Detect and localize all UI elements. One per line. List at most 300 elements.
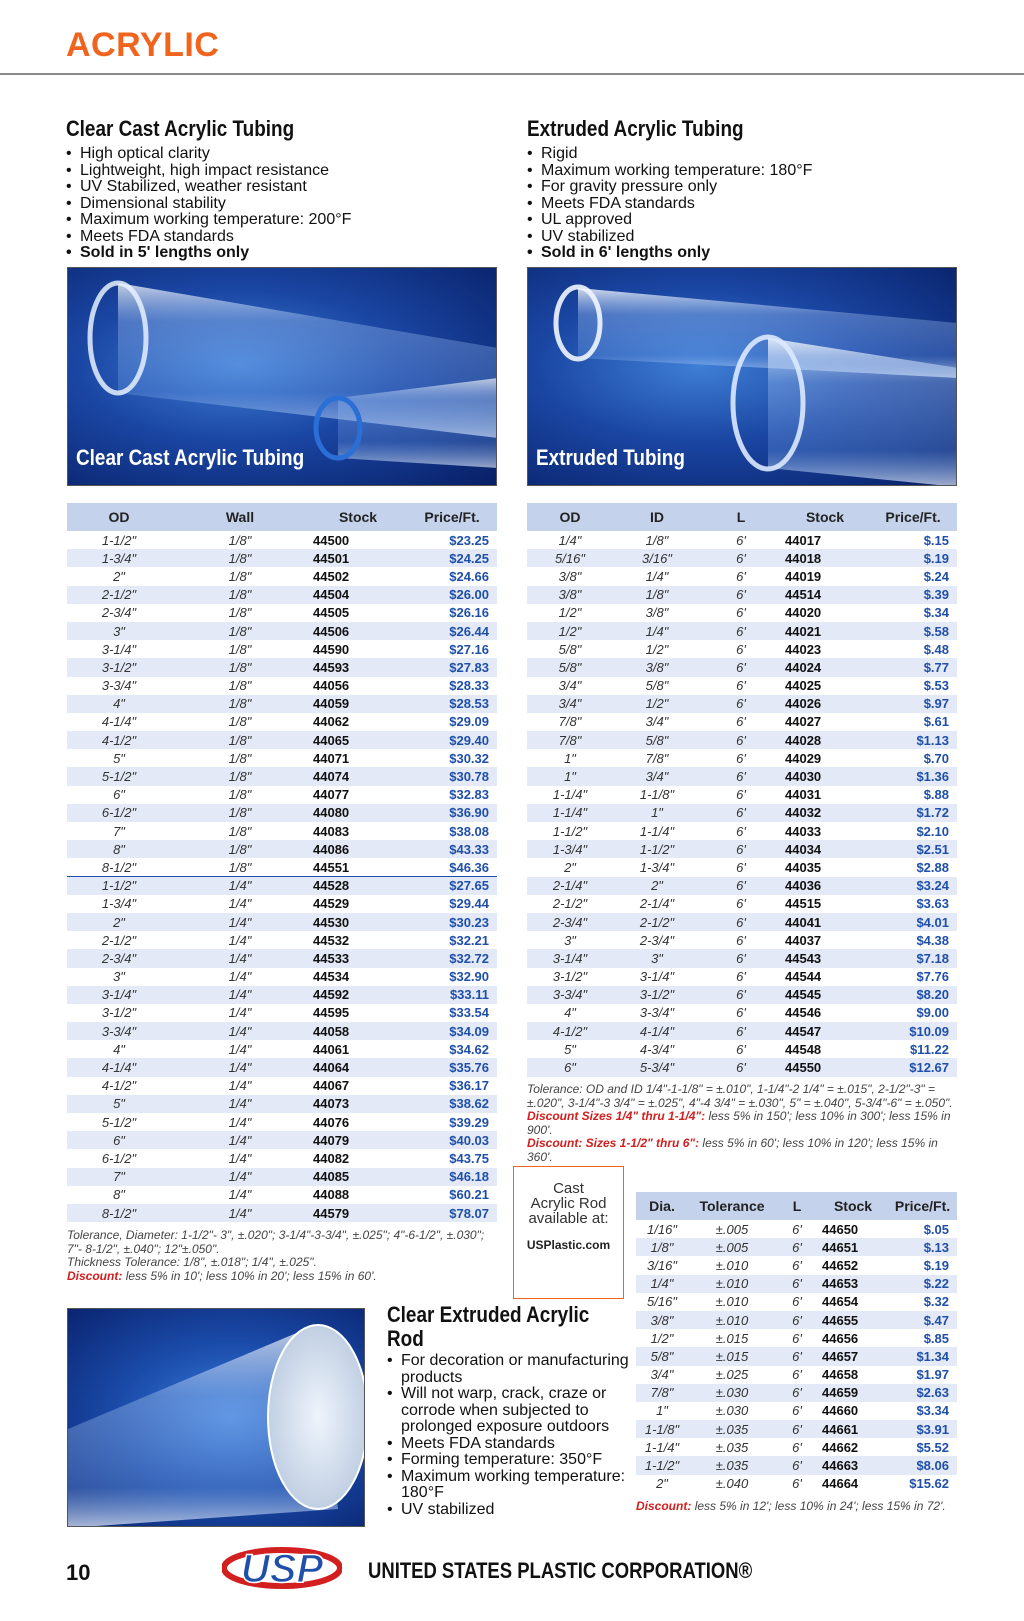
cell-stock: 44064 [309, 1058, 407, 1076]
table-row [527, 731, 957, 749]
cell-stock: 44506 [309, 622, 407, 640]
cell-wall: 1/8" [228, 823, 252, 839]
cell-id: 4-3/4" [639, 1041, 675, 1057]
extruded-tubing-title: Extruded Acrylic Tubing [527, 116, 744, 141]
cell-od: 2" [564, 859, 576, 875]
feature-item: • UV stabilized [527, 229, 812, 246]
cell-price: $30.23 [407, 913, 497, 931]
table-row [527, 840, 957, 858]
cell-length: 6' [701, 949, 781, 967]
cell-od: 3-1/4" [67, 986, 171, 1004]
cell-wall: 1/8" [228, 641, 252, 657]
table-row [636, 1275, 957, 1293]
table-row [67, 731, 497, 749]
table-row [527, 640, 957, 658]
cell-stock: 44028 [781, 731, 869, 749]
cell-length: 6' [736, 823, 746, 839]
cell-wall: 1/4" [228, 1114, 252, 1130]
table-row [67, 968, 497, 986]
cell-od: 3/4" [527, 695, 613, 713]
cell-od: 4-1/2" [101, 1078, 137, 1094]
cell-diameter: 3/4" [650, 1367, 674, 1383]
cell-length: 6' [736, 605, 746, 621]
rod-title-line-2: Rod [387, 1326, 424, 1351]
table-row [67, 1113, 497, 1131]
cell-od: 8-1/2" [67, 1204, 171, 1222]
cell-price: $3.91 [888, 1420, 957, 1438]
acrylic-rod-photo [67, 1308, 365, 1527]
table-row [67, 549, 497, 567]
cell-tolerance: ±.025 [715, 1367, 749, 1383]
table-row [67, 749, 497, 767]
promo-site-link[interactable]: USPlastic.com [526, 1238, 611, 1252]
cell-price: $.85 [923, 1330, 949, 1346]
cell-price: $3.34 [916, 1403, 949, 1419]
cell-stock: 44024 [781, 658, 869, 676]
cell-id: 1-1/4" [639, 823, 675, 839]
cell-price: $38.08 [449, 823, 489, 839]
cell-stock: 44590 [313, 641, 350, 657]
feature-item: • UV Stabilized, weather resistant [66, 179, 351, 196]
cell-od: 4-1/2" [527, 1022, 613, 1040]
cell-od: 2-1/4" [527, 877, 613, 895]
cell-od: 5" [113, 750, 125, 766]
cell-stock: 44505 [313, 605, 350, 621]
cell-wall: 1/8" [228, 750, 252, 766]
table-row [67, 1131, 497, 1149]
cell-length: 6' [701, 840, 781, 858]
usp-logo [222, 1540, 342, 1601]
cell-price: $36.90 [407, 804, 497, 822]
cell-stock: 44534 [313, 969, 350, 985]
cell-od: 3-1/4" [527, 949, 613, 967]
cell-stock: 44502 [313, 568, 350, 584]
cell-od: 1-3/4" [67, 549, 171, 567]
cell-tolerance: ±.010 [688, 1275, 776, 1293]
cell-length: 6' [736, 1005, 746, 1021]
cell-price: $23.25 [449, 532, 489, 548]
cell-length: 6' [701, 1022, 781, 1040]
cell-wall: 1/8" [228, 568, 252, 584]
cell-wall: 1/4" [171, 1204, 309, 1222]
cell-price: $1.72 [869, 804, 957, 822]
table-row [527, 858, 957, 876]
cell-stock: 44058 [309, 1022, 407, 1040]
cell-tolerance: ±.010 [688, 1311, 776, 1329]
cell-od: 5/8" [527, 658, 613, 676]
cell-id: 7/8" [645, 750, 669, 766]
cell-wall: 1/8" [171, 767, 309, 785]
cell-od: 3-3/4" [67, 1022, 171, 1040]
cell-od: 1-3/4" [101, 896, 137, 912]
rod-title-line-1: Clear Extruded Acrylic [387, 1302, 590, 1327]
cell-stock: 44080 [309, 804, 407, 822]
cell-length: 6' [792, 1439, 802, 1455]
promo-line-2: Acrylic Rod [530, 1195, 607, 1212]
cell-wall: 1/8" [171, 695, 309, 713]
cell-price: $.05 [923, 1221, 949, 1237]
cell-length: 6' [776, 1311, 818, 1329]
cell-wall: 1/4" [228, 1187, 252, 1203]
cell-length: 6' [776, 1238, 818, 1256]
cell-price: $26.00 [407, 586, 497, 604]
cell-price: $4.01 [869, 913, 957, 931]
cell-price: $29.09 [449, 714, 489, 730]
cell-stock: 44654 [822, 1294, 859, 1310]
cell-price: $2.63 [888, 1384, 957, 1402]
cell-wall: 1/4" [228, 1150, 252, 1166]
cell-stock: 44059 [309, 695, 407, 713]
promo-line-1: Cast [553, 1180, 584, 1197]
cell-wall: 1/4" [228, 896, 252, 912]
cell-od: 2-3/4" [101, 605, 137, 621]
cell-od: 1/2" [527, 622, 613, 640]
discount-label: Discount Sizes 1/4" thru 1-1/4": [527, 1109, 706, 1124]
cell-od: 6" [67, 1131, 171, 1149]
cell-stock: 44545 [781, 986, 869, 1004]
table-row [636, 1293, 957, 1311]
discount-text: less 5% in 60'; less 10% in 120'; less 15% in 360'. [527, 1136, 938, 1164]
table-row [67, 877, 497, 895]
cell-length: 6' [736, 859, 746, 875]
table-row [636, 1475, 957, 1493]
cell-stock: 44658 [822, 1367, 859, 1383]
cell-od: 4" [113, 1041, 125, 1057]
cell-length: 6' [776, 1275, 818, 1293]
cell-price: $34.62 [449, 1041, 489, 1057]
cell-id: 4-1/4" [613, 1022, 701, 1040]
rod-price-table [636, 1192, 957, 1493]
table-row [67, 804, 497, 822]
cell-id: 1/8" [645, 532, 669, 548]
cell-length: 6' [736, 714, 746, 730]
cell-id: 2-1/4" [639, 896, 675, 912]
cell-stock: 44056 [313, 678, 350, 694]
cell-tolerance: ±.015 [715, 1330, 749, 1346]
cell-length: 6' [736, 678, 746, 694]
feature-item: • For decoration or manufacturing products [387, 1353, 632, 1386]
cell-wall: 1/8" [171, 586, 309, 604]
cell-id: 1/2" [645, 641, 669, 657]
table-row [67, 1149, 497, 1167]
cell-od: 2-1/2" [552, 896, 588, 912]
cast-tubing-notes [67, 1229, 497, 1283]
extruded-tubing-price-table [527, 503, 957, 1077]
cast-tubing-photo [67, 267, 497, 486]
cell-price: $1.13 [869, 731, 957, 749]
cell-stock: 44032 [781, 804, 869, 822]
feature-item: • Maximum working temperature: 180°F [527, 163, 812, 180]
cell-od: 1-1/2" [67, 877, 171, 895]
cell-price: $.48 [923, 641, 949, 657]
table-row [636, 1420, 957, 1438]
cell-length: 6' [701, 877, 781, 895]
cell-price: $28.33 [449, 678, 489, 694]
cell-od: 5-1/2" [67, 767, 171, 785]
cell-od: 1" [564, 750, 576, 766]
cell-price: $.77 [869, 658, 957, 676]
cell-length: 6' [701, 586, 781, 604]
cell-stock: 44033 [785, 823, 822, 839]
feature-item: • Meets FDA standards [66, 229, 351, 246]
cell-wall: 1/8" [228, 787, 252, 803]
table-row [67, 1186, 497, 1204]
table-row [67, 1058, 497, 1076]
cell-length: 6' [776, 1456, 818, 1474]
cell-wall: 1/8" [228, 605, 252, 621]
table-row [527, 713, 957, 731]
extruded-tubing-notes [527, 1083, 957, 1165]
cell-length: 6' [736, 787, 746, 803]
cell-length: 6' [701, 767, 781, 785]
cell-id: 2-1/2" [613, 913, 701, 931]
cell-tolerance: ±.005 [715, 1221, 749, 1237]
cell-od: 5/16" [527, 549, 613, 567]
cell-tolerance: ±.040 [715, 1476, 749, 1492]
cell-od: 3-1/2" [552, 969, 588, 985]
cell-price: $7.76 [916, 969, 949, 985]
col-header-length: L [776, 1192, 818, 1220]
cell-wall: 1/8" [171, 731, 309, 749]
table-row [636, 1329, 957, 1347]
cell-wall: 1/4" [171, 1058, 309, 1076]
cell-price: $.39 [869, 586, 957, 604]
table-row [636, 1366, 957, 1384]
cell-stock: 44653 [818, 1275, 888, 1293]
col-header-wall: Wall [171, 503, 309, 531]
cell-stock: 44528 [309, 877, 407, 895]
extruded-tubing-features [527, 146, 812, 262]
cell-od: 2-1/2" [101, 932, 137, 948]
discount-label: Discount: [636, 1499, 692, 1513]
cell-price: $2.10 [916, 823, 949, 839]
cell-stock: 44034 [781, 840, 869, 858]
table-row [67, 567, 497, 585]
table-row [67, 858, 497, 876]
cell-od: 3/4" [558, 678, 582, 694]
col-header-od: OD [527, 503, 613, 531]
cell-length: 6' [792, 1330, 802, 1346]
table-row [527, 949, 957, 967]
cell-stock: 44663 [818, 1456, 888, 1474]
cell-length: 6' [701, 1058, 781, 1076]
feature-item: • High optical clarity [66, 146, 351, 163]
cell-id: 3/16" [613, 549, 701, 567]
table-row [527, 1040, 957, 1058]
cell-price: $43.33 [407, 840, 497, 858]
cell-stock: 44088 [313, 1187, 350, 1203]
cell-stock: 44019 [785, 568, 822, 584]
table-row [67, 695, 497, 713]
corporation-name: UNITED STATES PLASTIC CORPORATION® [368, 1558, 753, 1583]
cell-wall: 1/8" [228, 714, 252, 730]
table-row [67, 531, 497, 549]
cell-price: $27.83 [407, 658, 497, 676]
cell-wall: 1/4" [171, 913, 309, 931]
table-row [527, 695, 957, 713]
cell-stock: 44086 [309, 840, 407, 858]
cell-od: 7/8" [558, 714, 582, 730]
table-row [527, 931, 957, 949]
cell-length: 6' [792, 1403, 802, 1419]
table-row [527, 804, 957, 822]
cell-od: 2" [67, 913, 171, 931]
cell-id: 3-3/4" [639, 1005, 675, 1021]
cell-length: 6' [736, 896, 746, 912]
cell-price: $3.63 [916, 896, 949, 912]
cell-length: 6' [701, 622, 781, 640]
cell-stock: 44579 [309, 1204, 407, 1222]
cell-wall: 1/4" [171, 986, 309, 1004]
cell-stock: 44073 [309, 1095, 407, 1113]
cell-od: 4-1/4" [67, 1058, 171, 1076]
cell-stock: 44071 [313, 750, 350, 766]
cell-price: $60.21 [449, 1187, 489, 1203]
cell-id: 1/2" [613, 695, 701, 713]
cell-price: $.58 [869, 622, 957, 640]
cell-od: 3" [564, 932, 576, 948]
cell-stock: 44655 [818, 1311, 888, 1329]
cell-wall: 1/8" [171, 804, 309, 822]
feature-item: • Maximum working temperature: 180°F [387, 1469, 632, 1502]
cell-length: 6' [736, 532, 746, 548]
cell-stock: 44659 [818, 1384, 888, 1402]
cell-wall: 1/8" [228, 678, 252, 694]
feature-item: • Meets FDA standards [387, 1436, 632, 1453]
cell-stock: 44662 [822, 1439, 859, 1455]
cell-stock: 44650 [822, 1221, 859, 1237]
cell-stock: 44547 [781, 1022, 869, 1040]
cell-od: 8-1/2" [101, 859, 137, 875]
cell-price: $34.09 [407, 1022, 497, 1040]
cell-price: $8.20 [869, 986, 957, 1004]
cell-wall: 1/4" [171, 1022, 309, 1040]
table-row [527, 531, 957, 549]
cell-od: 3" [113, 969, 125, 985]
table-row [527, 677, 957, 695]
cell-price: $.34 [923, 605, 949, 621]
cell-wall: 1/4" [171, 949, 309, 967]
cell-tolerance: ±.010 [715, 1294, 749, 1310]
cell-price: $43.75 [449, 1150, 489, 1166]
cell-stock: 44018 [781, 549, 869, 567]
cell-price: $35.76 [407, 1058, 497, 1076]
cell-length: 6' [701, 804, 781, 822]
svg-text:USP: USP [240, 1547, 324, 1591]
cell-stock: 44030 [781, 767, 869, 785]
cell-id: 1/8" [613, 586, 701, 604]
table-row [67, 986, 497, 1004]
cell-length: 6' [701, 913, 781, 931]
cell-stock: 44020 [785, 605, 822, 621]
cell-price: $2.88 [916, 859, 949, 875]
cell-length: 6' [736, 1041, 746, 1057]
cell-price: $24.66 [449, 568, 489, 584]
cell-wall: 1/4" [171, 1131, 309, 1149]
cell-price: $33.11 [407, 986, 497, 1004]
cell-length: 6' [736, 750, 746, 766]
col-header-length: L [701, 503, 781, 531]
table-row [636, 1384, 957, 1402]
extruded-discount-1 [527, 1110, 957, 1137]
discount-text: less 5% in 10'; less 10% in 20'; less 15% in 60'. [125, 1268, 377, 1283]
cell-stock: 44504 [309, 586, 407, 604]
cell-wall: 1/4" [171, 877, 309, 895]
cell-price: $5.52 [916, 1439, 949, 1455]
table-row [527, 567, 957, 585]
cell-od: 3-1/2" [67, 658, 171, 676]
table-row [636, 1256, 957, 1274]
cell-price: $32.83 [449, 787, 489, 803]
cell-stock: 44041 [781, 913, 869, 931]
cell-diameter: 5/8" [636, 1347, 688, 1365]
cell-price: $.88 [923, 787, 949, 803]
cell-price: $46.36 [449, 859, 489, 875]
table-row [67, 767, 497, 785]
cell-stock: 44025 [785, 678, 822, 694]
cast-tubing-thickness: Thickness Tolerance: 1/8", ±.018"; 1/4", ±.025". [67, 1255, 317, 1270]
table-row [67, 1204, 497, 1222]
feature-item: • Rigid [527, 146, 812, 163]
cell-stock: 44029 [785, 750, 822, 766]
title-divider [0, 73, 1024, 75]
cell-price: $1.97 [916, 1367, 949, 1383]
cell-od: 6-1/2" [101, 1150, 137, 1166]
cell-wall: 1/8" [228, 859, 252, 875]
cell-diameter: 1/2" [650, 1330, 674, 1346]
cell-od: 3/8" [558, 568, 582, 584]
feature-item: • Lightweight, high impact resistance [66, 163, 351, 180]
cell-wall: 1/8" [171, 549, 309, 567]
cell-od: 7/8" [527, 731, 613, 749]
table-row [527, 586, 957, 604]
feature-item: • Maximum working temperature: 200°F [66, 212, 351, 229]
cell-price: $.19 [869, 549, 957, 567]
cell-price: $33.54 [449, 1005, 489, 1021]
cell-tolerance: ±.035 [688, 1420, 776, 1438]
cell-price: $40.03 [407, 1131, 497, 1149]
discount-text: less 5% in 12'; less 10% in 24'; less 15% in 72'. [694, 1499, 946, 1513]
cell-stock: 44532 [313, 932, 350, 948]
cell-stock: 44067 [313, 1078, 350, 1094]
cell-length: 6' [776, 1384, 818, 1402]
cell-stock: 44529 [313, 896, 350, 912]
cell-price: $30.78 [407, 767, 497, 785]
cell-od: 1-1/4" [527, 804, 613, 822]
cell-wall: 1/8" [171, 658, 309, 676]
cell-price: $.53 [923, 678, 949, 694]
cell-length: 6' [792, 1367, 802, 1383]
cast-tubing-title: Clear Cast Acrylic Tubing [66, 116, 295, 141]
col-header-stock: Stock [309, 503, 407, 531]
cell-length: 6' [792, 1476, 802, 1492]
cell-id: 3/4" [613, 767, 701, 785]
cell-stock: 44544 [785, 969, 822, 985]
cast-tubing-features [66, 146, 351, 262]
cell-od: 5-1/2" [101, 1114, 137, 1130]
cell-stock: 44652 [822, 1257, 859, 1273]
discount-text: less 5% in 150'; less 10% in 300'; less 15% in 900'. [527, 1109, 951, 1137]
cell-od: 4-1/2" [67, 731, 171, 749]
table-row [67, 658, 497, 676]
cell-price: $24.25 [407, 549, 497, 567]
cell-stock: 44664 [822, 1476, 859, 1492]
cell-price: $.97 [869, 695, 957, 713]
cell-id: 2" [613, 877, 701, 895]
col-header-od: OD [67, 503, 171, 531]
cell-od: 8" [113, 1187, 125, 1203]
cell-wall: 1/8" [171, 622, 309, 640]
